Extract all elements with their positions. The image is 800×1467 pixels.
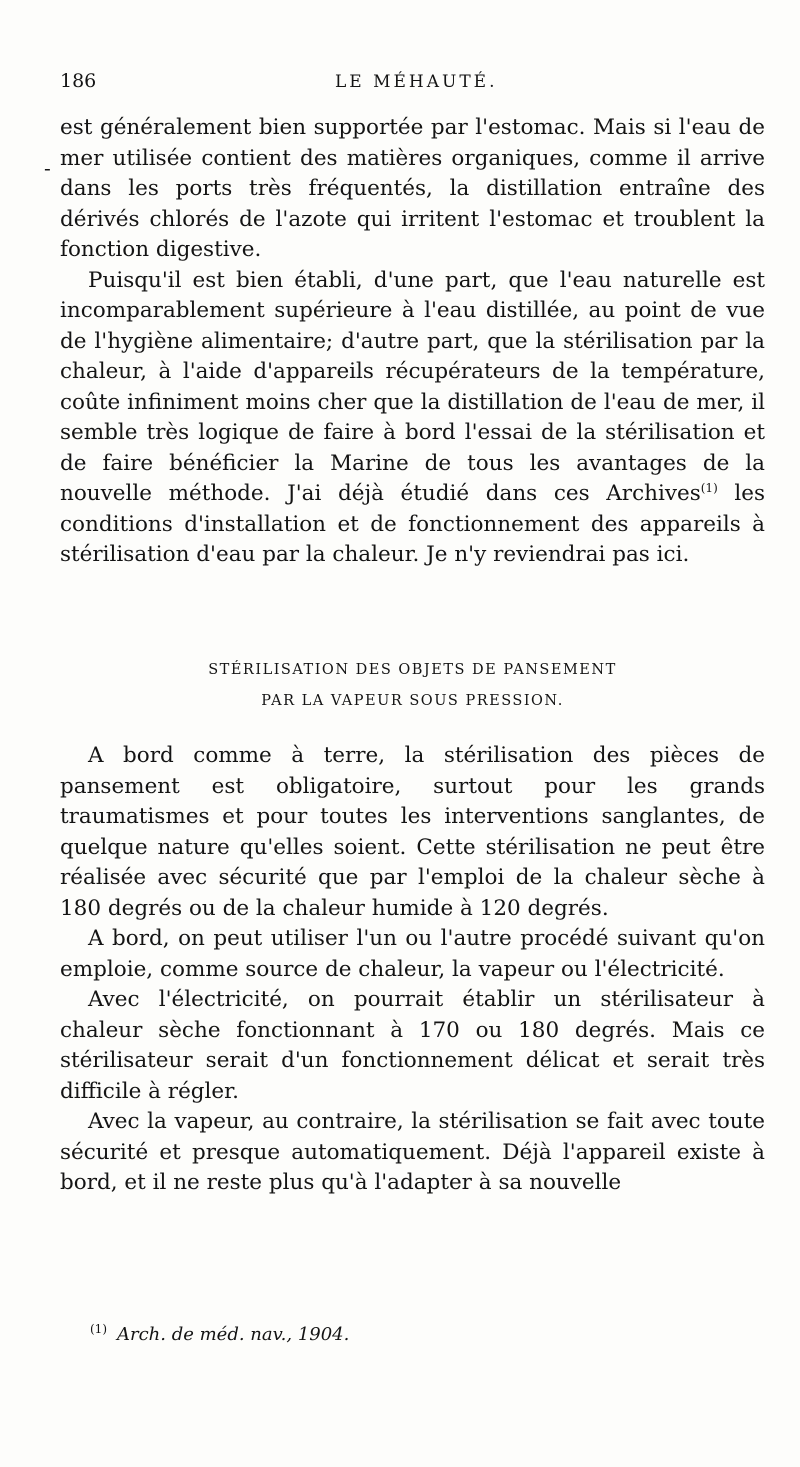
page-number: 186 (60, 70, 97, 92)
top-text-block (60, 113, 765, 571)
section-heading-line-1: STÉRILISATION DES OBJETS DE PANSEMENT (208, 662, 617, 678)
running-head (60, 70, 765, 100)
footnote-text: Arch. de méd. nav., 1904. (117, 1324, 350, 1345)
paragraph-text-end: les conditions d'installation et de fonctionnement des appareils à stérilisation d'eau par la chaleur. Je n'y reviendrai pas ici. (60, 481, 766, 567)
paragraph-text: Puisqu'il est bien établi, d'une part, que l'eau naturelle est incomparablement supérieure à l'eau distillée, au point de vue de l'hygiène alimentaire; d'autre part, que la stérilisation par la chaleur, à l'aide d'appareils récupérateurs de la température, coûte infiniment moins cher que la distillation de l'eau de mer, il semble très logique de faire à bord l'essai de la stérilisation et de faire bénéficier la Marine de tous les avantages de la nouvelle méthode. J'ai déjà étudié dans ces Archives (60, 267, 765, 506)
footnote-reference: (1) (700, 480, 718, 495)
running-title: LE MÉHAUTÉ. (335, 72, 498, 92)
paragraph-sterilisation-eau (60, 266, 765, 571)
section-heading-line-2: PAR LA VAPEUR SOUS PRESSION. (261, 693, 564, 709)
footnote-mark: (1) (90, 1322, 107, 1336)
paragraph: Avec l'électricité, on pourrait établir un stérilisateur à chaleur sèche fonctionnant à 170 ou 180 degrés. Mais ce stérilisateur serait d'un fonctionnement délicat et serait très difficile à régler. (60, 987, 765, 1104)
paragraph: A bord comme à terre, la stérilisation des pièces de pansement est obligatoire, surtout pour les grands traumatismes et pour toutes les interventions sanglantes, de quelque nature qu'elles soient. Cette stérilisation ne peut être réalisée avec sécurité que par l'emploi de la chaleur sèche à 180 degrés ou de la chaleur humide à 120 degrés. (60, 743, 765, 921)
section-heading (60, 655, 765, 717)
paragraph: A bord, on peut utiliser l'un ou l'autre procédé suivant qu'on emploie, comme source de chaleur, la vapeur ou l'électricité. (60, 926, 765, 982)
margin-mark: - (44, 156, 51, 180)
bottom-text-block (60, 741, 765, 1199)
paragraph: Avec la vapeur, au contraire, la stérilisation se fait avec toute sécurité et presque automatiquement. Déjà l'appareil existe à bord, et il ne reste plus qu'à l'adapter à sa nouvelle (60, 1109, 765, 1195)
footnote (90, 1322, 349, 1345)
paragraph-continuation: est généralement bien supportée par l'estomac. Mais si l'eau de mer utilisée contient des matières organiques, comme il arrive dans les ports très fréquentés, la distillation entraîne des dérivés chlorés de l'azote qui irritent l'estomac et troublent la fonction digestive. (60, 115, 765, 262)
